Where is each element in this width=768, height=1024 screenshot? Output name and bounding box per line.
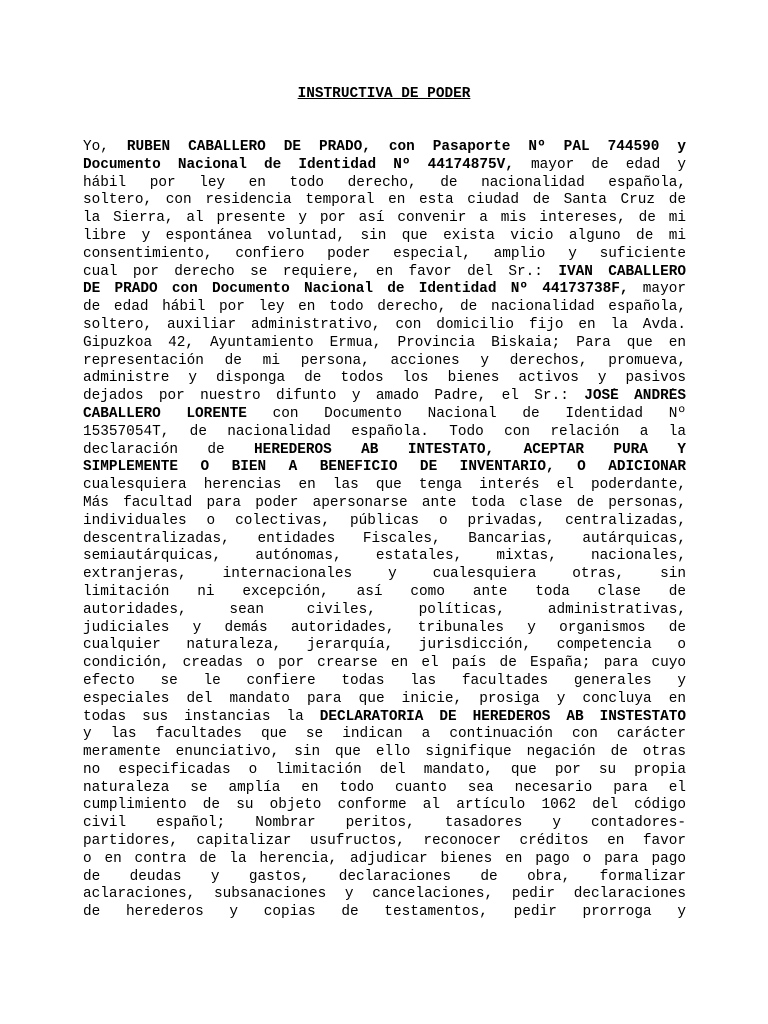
body-text: administre y disponga de todos los bienes activos y pasivos — [83, 370, 686, 387]
body-text: cual por derecho se requiere, en favor del Sr.: — [83, 263, 559, 280]
body-text: con Documento Nacional de Identidad Nº — [246, 405, 686, 422]
body-line — [83, 335, 686, 353]
body-text: cumplimiento de su objeto conforme al artículo 1062 del código — [83, 797, 686, 814]
body-line — [83, 459, 686, 477]
body-text: declaración de — [83, 441, 255, 458]
bold-text: DECLARATORIA DE HEREDEROS AB INSTESTATO — [319, 708, 686, 725]
body-line — [83, 513, 686, 531]
body-text: dejados por nuestro difunto y amado Padre, el Sr.: — [83, 388, 585, 405]
body-line — [83, 744, 686, 762]
body-line — [83, 566, 686, 584]
body-line — [83, 175, 686, 193]
body-text: y las facultades que se indican a continuación con carácter — [83, 726, 686, 743]
body-line — [83, 495, 686, 513]
body-text: todas sus instancias la — [83, 708, 320, 725]
body-line — [83, 726, 686, 744]
body-text: judiciales y demás autoridades, tribunales y organismos de — [83, 619, 686, 636]
body-text: de edad hábil por ley en todo derecho, de nacionalidad española, — [83, 299, 686, 316]
body-line — [83, 139, 686, 157]
body-line — [83, 620, 686, 638]
bold-text: HEREDEROS AB INTESTATO, ACEPTAR PURA Y — [254, 441, 686, 458]
document-body — [83, 139, 686, 922]
body-text: descentralizadas, entidades Fiscales, Bancarias, autárquicas, — [83, 530, 686, 547]
document-title: INSTRUCTIVA DE PODER — [297, 86, 471, 102]
body-line — [83, 673, 686, 691]
body-text: no especificadas o limitación del mandato, que por su propia — [83, 761, 686, 778]
body-text: hábil por ley en todo derecho, de nacionalidad española, — [83, 174, 686, 191]
body-line — [83, 655, 686, 673]
body-text: individuales o colectivas, públicas o privadas, centralizadas, — [83, 512, 686, 529]
body-line — [83, 246, 686, 264]
body-line — [83, 192, 686, 210]
body-line — [83, 709, 686, 727]
body-text: cualesquiera herencias en las que tenga interés el poderdante, — [83, 477, 686, 494]
body-line — [83, 797, 686, 815]
bold-text: CABALLERO LORENTE — [83, 405, 247, 422]
body-text: mayor de edad y — [513, 156, 686, 173]
body-text: Gipuzkoa 42, Ayuntamiento Ermua, Provincia Biskaia; Para que en — [83, 334, 686, 351]
body-line — [83, 299, 686, 317]
body-line — [83, 691, 686, 709]
body-text: civil español; Nombrar peritos, tasadores y contadores- — [83, 815, 686, 832]
body-text: representación de mi persona, acciones y derechos, promueva, — [83, 352, 686, 369]
body-text: o en contra de la herencia, adjudicar bienes en pago o para pago — [83, 850, 686, 867]
body-text: meramente enunciativo, sin que ello signifique negación de otras — [83, 744, 686, 761]
body-text: aclaraciones, subsanaciones y cancelaciones, pedir declaraciones — [83, 886, 686, 903]
body-text: mayor — [628, 281, 686, 298]
body-line — [83, 442, 686, 460]
body-line — [83, 317, 686, 335]
body-text: naturaleza se amplía en todo cuanto sea necesario para el — [83, 779, 686, 796]
body-line — [83, 406, 686, 424]
body-text: extranjeras, internacionales y cualesquiera otras, sin — [83, 566, 686, 583]
body-line — [83, 869, 686, 887]
bold-text: IVAN CABALLERO — [558, 263, 686, 280]
body-line — [83, 637, 686, 655]
body-line — [83, 851, 686, 869]
body-text: partidores, capitalizar usufructos, reconocer créditos en favor — [83, 833, 686, 850]
body-text: la Sierra, al presente y por así convenir a mis intereses, de mi — [83, 210, 686, 227]
bold-text: JOSÉ ANDRÉS — [584, 388, 686, 405]
body-line — [83, 353, 686, 371]
body-text: semiautárquicas, autónomas, estatales, mixtas, nacionales, — [83, 548, 686, 565]
body-line — [83, 157, 686, 175]
body-text: consentimiento, confiero poder especial, amplio y suficiente — [83, 245, 686, 262]
body-text: efecto se le confiere todas las facultades generales y — [83, 672, 686, 689]
bold-text: Documento Nacional de Identidad Nº 44174875V, — [83, 156, 514, 173]
body-text: soltero, auxiliar administrativo, con domicilio fijo en la Avda. — [83, 316, 686, 333]
body-line — [83, 264, 686, 282]
body-text: cualquier naturaleza, jerarquía, jurisdicción, competencia o — [83, 637, 686, 654]
body-line — [83, 780, 686, 798]
bold-text: DE PRADO con Documento Nacional de Identidad Nº 44173738F, — [83, 281, 629, 298]
body-line — [83, 762, 686, 780]
body-text: limitación ni excepción, así como ante toda clase de — [83, 583, 686, 600]
body-text: Yo, — [83, 139, 127, 155]
body-line — [83, 424, 686, 442]
body-text: soltero, con residencia temporal en esta ciudad de Santa Cruz de — [83, 192, 686, 209]
body-text: condición, creadas o por crearse en el país de España; para cuyo — [83, 655, 686, 672]
body-text: de herederos y copias de testamentos, pedir prorroga y — [83, 904, 686, 921]
body-line — [83, 370, 686, 388]
body-line — [83, 388, 686, 406]
body-text: 15357054T, de nacionalidad española. Todo con relación a la — [83, 423, 686, 440]
body-text: de deudas y gastos, declaraciones de obra, formalizar — [83, 868, 686, 885]
body-line — [83, 886, 686, 904]
body-text: especiales del mandato para que inicie, prosiga y concluya en — [83, 690, 686, 707]
body-line — [83, 815, 686, 833]
body-text: libre y espontánea voluntad, sin que exista vicio alguno de mi — [83, 227, 686, 244]
body-line — [83, 281, 686, 299]
body-line — [83, 531, 686, 549]
body-line — [83, 477, 686, 495]
body-line — [83, 228, 686, 246]
body-text: Más facultad para poder apersonarse ante toda clase de personas, — [83, 494, 686, 511]
body-line — [83, 548, 686, 566]
body-line — [83, 210, 686, 228]
body-line — [83, 584, 686, 602]
body-line — [83, 833, 686, 851]
body-line — [83, 602, 686, 620]
bold-text: SIMPLEMENTE O BIEN A BENEFICIO DE INVENTARIO, O ADICIONAR — [83, 459, 686, 476]
bold-text: RUBEN CABALLERO DE PRADO, con Pasaporte Nº PAL 744590 y — [126, 139, 686, 155]
body-line — [83, 904, 686, 922]
body-text: autoridades, sean civiles, políticas, administrativas, — [83, 601, 686, 618]
